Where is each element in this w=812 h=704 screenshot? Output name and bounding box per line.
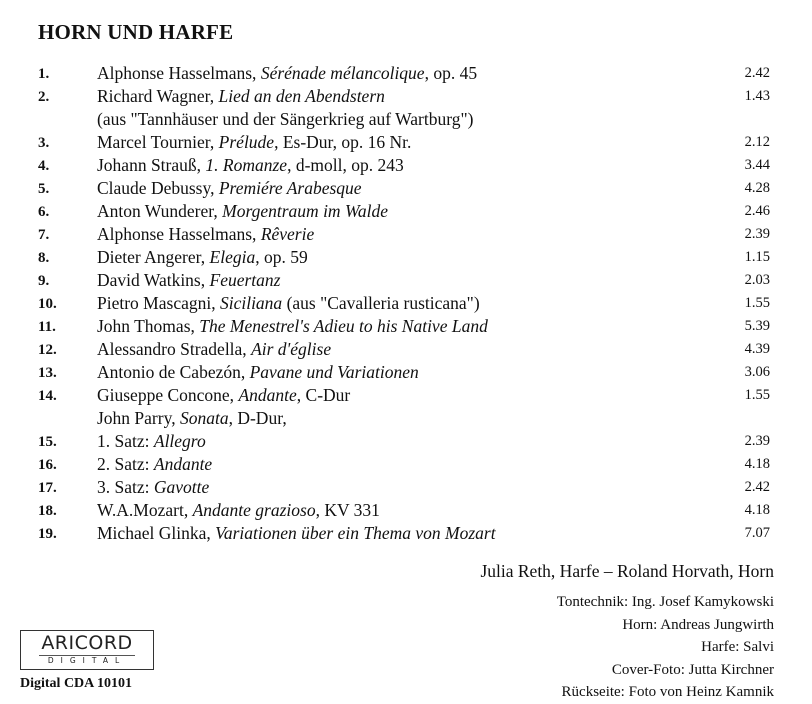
track-work-title: Rêverie [260,224,315,244]
credits-block [480,559,774,704]
track-details: (aus "Cavalleria rusticana") [282,293,480,313]
credit-line: Tontechnik: Ing. Josef Kamykowski [556,594,774,610]
track-duration: 2.39 [744,226,770,242]
track-duration: 2.42 [744,65,770,81]
track-number: 19. [38,526,57,542]
track-work-title: Andante [153,454,213,474]
track-composer: Giuseppe Concone, [97,385,239,405]
track-composer: Antonio de Cabezón, [97,362,250,382]
track-work-title: Feuertanz [209,270,281,290]
track-duration: 2.42 [744,479,770,495]
track-description [97,223,314,246]
track-composer: John Parry, [97,408,180,428]
track-description [97,62,477,85]
catalog-number: Digital CDA 10101 [20,676,132,691]
track-details: , KV 331 [315,500,380,520]
track-row [0,85,812,108]
track-work-title: Variationen über ein Thema von Mozart [215,523,496,543]
track-row [0,62,812,85]
track-number: 13. [38,365,57,381]
track-description [97,338,331,361]
track-composer: Anton Wunderer, [97,201,223,221]
track-composer: (aus "Tannhäuser und der Sängerkrieg auf Wartburg") [97,109,474,129]
track-work-title: Lied an den Abendstern [218,86,385,106]
track-composer: Alphonse Hasselmans, [97,224,261,244]
aricord-logo [20,630,154,670]
track-number: 4. [38,158,50,174]
track-row [0,476,812,499]
track-row [0,407,812,430]
track-duration: 7.07 [744,525,770,541]
logo-name: ARICORD [41,632,133,654]
track-row [0,269,812,292]
track-work-title: Elegia [209,247,256,267]
track-list [0,62,812,545]
track-work-title: Premiére Arabesque [218,178,362,198]
track-row [0,108,812,131]
track-description [97,361,419,384]
track-description [97,154,404,177]
track-row [0,499,812,522]
track-composer: Johann Strauß, [97,155,206,175]
track-number: 6. [38,204,50,220]
track-number: 9. [38,273,50,289]
track-number: 18. [38,503,57,519]
track-number: 11. [38,319,56,335]
track-description [97,430,206,453]
track-row [0,384,812,407]
track-composer: Claude Debussy, [97,178,219,198]
track-description [97,269,280,292]
track-description [97,85,385,108]
track-composer: 3. Satz: [97,477,154,497]
track-details: , d-moll, op. 243 [287,155,404,175]
track-composer: 1. Satz: [97,431,154,451]
track-number: 17. [38,480,57,496]
track-duration: 4.18 [744,502,770,518]
track-description [97,246,308,269]
track-row [0,315,812,338]
track-duration: 1.43 [744,88,770,104]
track-number: 15. [38,434,57,450]
track-description [97,315,488,338]
album-title: HORN UND HARFE [38,20,234,44]
track-work-title: Gavotte [153,477,210,497]
track-work-title: Pavane und Variationen [249,362,419,382]
track-duration: 4.28 [744,180,770,196]
track-description [97,499,380,522]
track-row [0,292,812,315]
credit-line: Horn: Andreas Jungwirth [622,616,774,633]
track-description [97,108,473,131]
track-duration: 1.15 [744,249,770,265]
track-duration: 2.39 [744,433,770,449]
track-row [0,223,812,246]
credit-line: Harfe: Salvi [701,639,774,655]
track-row [0,131,812,154]
track-composer: Marcel Tournier, [97,132,219,152]
track-details: , op. 45 [424,63,478,83]
track-number: 1. [38,66,50,82]
track-composer: Alphonse Hasselmans, [97,63,261,83]
track-duration: 2.12 [744,134,770,150]
track-work-title: Air d'église [251,339,332,359]
track-duration: 5.39 [744,318,770,334]
track-composer: 2. Satz: [97,454,154,474]
track-duration: 1.55 [744,387,770,403]
track-number: 3. [38,135,50,151]
track-row [0,453,812,476]
track-work-title: Morgentraum im Walde [222,201,389,221]
track-details: , D-Dur, [228,408,287,428]
track-work-title: Prélude [218,132,275,152]
track-description [97,407,287,430]
track-row [0,522,812,545]
track-row [0,200,812,223]
track-composer: Dieter Angerer, [97,247,210,267]
track-description [97,292,480,315]
track-duration: 3.44 [744,157,770,173]
track-description [97,200,388,223]
track-work-title: 1. Romanze [205,155,288,175]
track-number: 12. [38,342,57,358]
track-number: 10. [38,296,57,312]
track-duration: 2.46 [744,203,770,219]
track-duration: 1.55 [744,295,770,311]
track-work-title: Sérénade mélancolique [260,63,425,83]
track-duration: 2.03 [744,272,770,288]
track-composer: W.A.Mozart, [97,500,193,520]
track-number: 8. [38,250,50,266]
track-work-title: Sonata [179,408,229,428]
track-description [97,522,496,545]
track-number: 2. [38,89,50,105]
track-duration: 4.18 [744,456,770,472]
credit-line: Rückseite: Foto von Heinz Kamnik [561,684,774,700]
track-work-title: Andante grazioso [192,500,316,520]
track-number: 5. [38,181,50,197]
track-composer: Pietro Mascagni, [97,293,220,313]
track-work-title: Allegro [153,431,206,451]
track-description [97,177,362,200]
track-work-title: Andante [238,385,297,405]
track-composer: Alessandro Stradella, [97,339,252,359]
track-description [97,131,411,154]
track-row [0,430,812,453]
track-row [0,361,812,384]
track-details: , op. 59 [255,247,308,267]
track-description [97,384,350,407]
track-duration: 3.06 [744,364,770,380]
track-composer: David Watkins, [97,270,210,290]
performers-line: Julia Reth, Harfe – Roland Horvath, Horn [480,561,774,581]
track-composer: Richard Wagner, [97,86,219,106]
track-details: , Es-Dur, op. 16 Nr. [274,132,412,152]
track-description [97,453,212,476]
track-row [0,246,812,269]
track-composer: Michael Glinka, [97,523,216,543]
logo-subtitle: DIGITAL [39,655,135,666]
track-number: 14. [38,388,57,404]
track-row [0,177,812,200]
track-number: 16. [38,457,57,473]
track-row [0,338,812,361]
credit-line: Cover-Foto: Jutta Kirchner [611,661,774,678]
track-work-title: Siciliana [219,293,283,313]
track-composer: John Thomas, [97,316,200,336]
track-description [97,476,209,499]
track-row [0,154,812,177]
track-details: , C-Dur [296,385,351,405]
track-number: 7. [38,227,50,243]
track-duration: 4.39 [744,341,770,357]
track-work-title: The Menestrel's Adieu to his Native Land [199,316,488,336]
